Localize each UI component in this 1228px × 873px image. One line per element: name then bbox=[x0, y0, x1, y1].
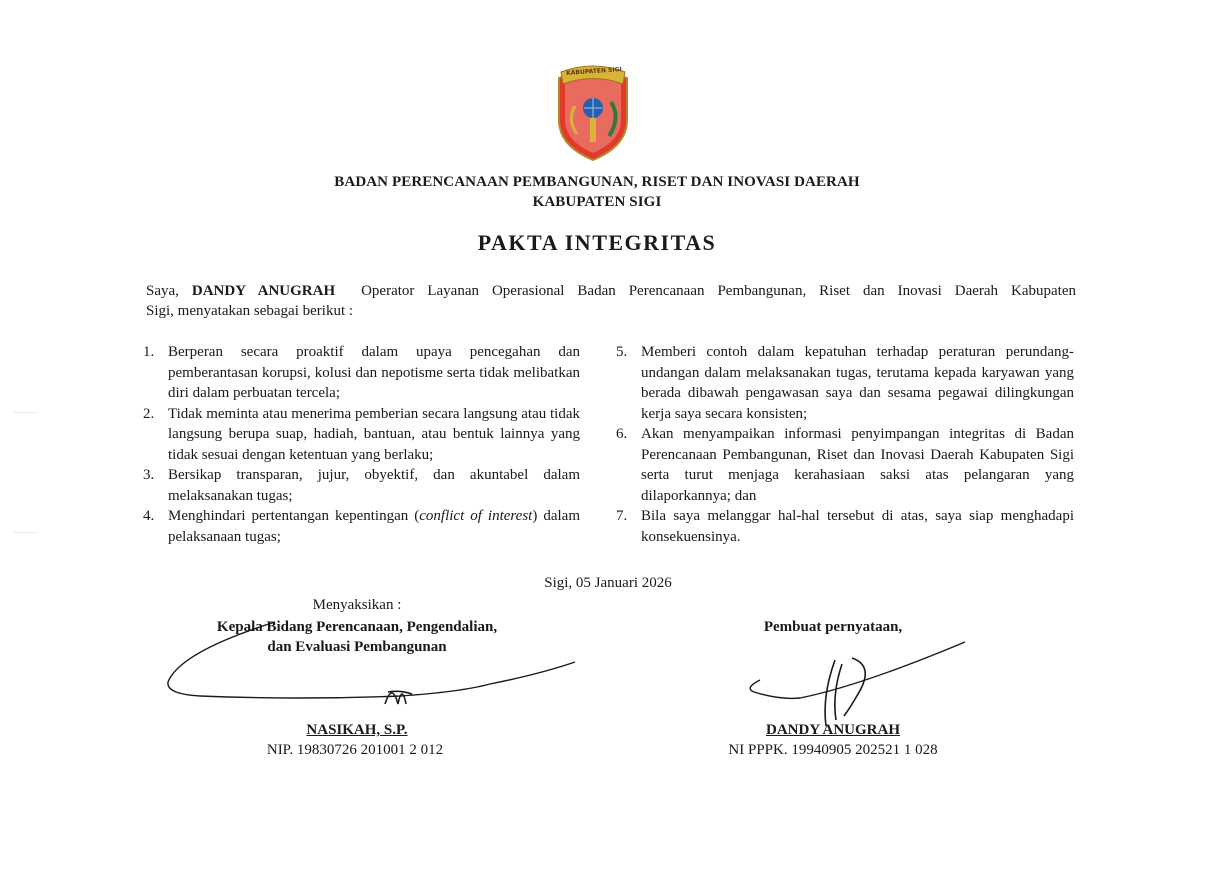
declarant-label: Pembuat pernyataan, bbox=[763, 619, 903, 635]
declarant-nip: NI PPPK. 19940905 202521 1 028 bbox=[728, 742, 938, 758]
intro-paragraph bbox=[146, 281, 1076, 321]
institution-name: BADAN PERENCANAAN PEMBANGUNAN, RISET DAN INOVASI DAERAH bbox=[334, 174, 860, 190]
list-item-text: Bersikap transparan, jujur, obyektif, dan akuntabel dalam melaksanakan tugas; bbox=[168, 467, 580, 504]
list-item bbox=[143, 465, 580, 506]
list-item-italic-term: conflict of interest bbox=[419, 508, 533, 524]
list-item-number: 7. bbox=[616, 508, 628, 524]
intro-text: Operator Layanan Operasional Badan Perencanaan Pembangunan, Riset dan Inovasi Daerah Kabupaten bbox=[335, 283, 1076, 299]
witness-label: Menyaksikan : bbox=[312, 597, 402, 613]
witness-signature bbox=[160, 612, 590, 722]
list-item bbox=[143, 506, 580, 547]
integrity-list-right bbox=[616, 342, 1074, 547]
list-item-number: 5. bbox=[616, 344, 628, 360]
witness-position-line2: dan Evaluasi Pembangunan bbox=[267, 639, 447, 655]
list-item bbox=[143, 342, 580, 404]
intro-prefix: Saya, bbox=[146, 283, 192, 299]
witness-name: NASIKAH, S.P. bbox=[306, 722, 408, 738]
list-item-number: 2. bbox=[143, 405, 155, 422]
list-item bbox=[616, 342, 1074, 424]
list-item-text: Menghindari pertentangan kepentingan ( bbox=[168, 508, 420, 524]
list-item-text: Tidak meminta atau menerima pemberian secara langsung atau tidak langsung berupa suap, hadiah, bantuan, atau bentuk lainnya yang tidak sesuai dengan ketentuan yang berlaku; bbox=[168, 405, 580, 463]
list-item-text: ) dalam pelaksanaan tugas; bbox=[168, 508, 580, 545]
list-item-number: 1. bbox=[143, 344, 155, 360]
witness-nip: NIP. 19830726 201001 2 012 bbox=[266, 742, 444, 758]
document-title: PAKTA INTEGRITAS bbox=[477, 230, 717, 255]
list-item-number: 3. bbox=[143, 467, 155, 483]
list-item-text: Akan menyampaikan informasi penyimpangan integritas di Badan Perencanaan Pembangunan, Riset dan Inovasi Daerah Kabupaten Sigi serta turut menjaga kerahasiaan saksi atas pelangaran yang dilaporkannya; dan bbox=[641, 426, 1074, 504]
list-item-text: Bila saya melanggar hal-hal tersebut di atas, saya siap menghadapi konsekuensinya. bbox=[641, 508, 1074, 545]
list-item bbox=[616, 424, 1074, 506]
place-date: Sigi, 05 Januari 2026 bbox=[544, 575, 672, 591]
declarant-signature bbox=[740, 636, 980, 736]
intro-text-line2: Sigi, menyatakan sebagai berikut : bbox=[146, 303, 354, 319]
list-item-text: Memberi contoh dalam kepatuhan terhadap peraturan perundang-undangan dalam melaksanakan tugas, terutama kepada karyawan yang berada dibawah pengawasan saya dan sesama pegawai dilingkungan kerja saya secara konsisten; bbox=[641, 344, 1074, 422]
institution-region: KABUPATEN SIGI bbox=[532, 194, 662, 210]
kabupaten-sigi-emblem bbox=[553, 62, 633, 164]
list-item bbox=[616, 506, 1074, 547]
list-item-text: Berperan secara proaktif dalam upaya pencegahan dan pemberantasan korupsi, kolusi dan nepotisme serta tidak melibatkan diri dalam perbuatan tercela; bbox=[168, 344, 580, 401]
list-item-number: 6. bbox=[616, 426, 628, 442]
declarant-signatory-name: DANDY ANUGRAH bbox=[765, 722, 901, 738]
integrity-list-left bbox=[143, 342, 580, 547]
list-item-number: 4. bbox=[143, 508, 155, 524]
list-item bbox=[143, 404, 580, 466]
declarant-name: DANDY ANUGRAH bbox=[191, 283, 336, 299]
emblem-ribbon-text: KABUPATEN SIGI bbox=[565, 66, 623, 77]
witness-position: Kepala Bidang Perencanaan, Pengendalian, bbox=[216, 619, 498, 635]
scan-artifact bbox=[14, 532, 36, 533]
scan-artifact bbox=[14, 412, 36, 413]
